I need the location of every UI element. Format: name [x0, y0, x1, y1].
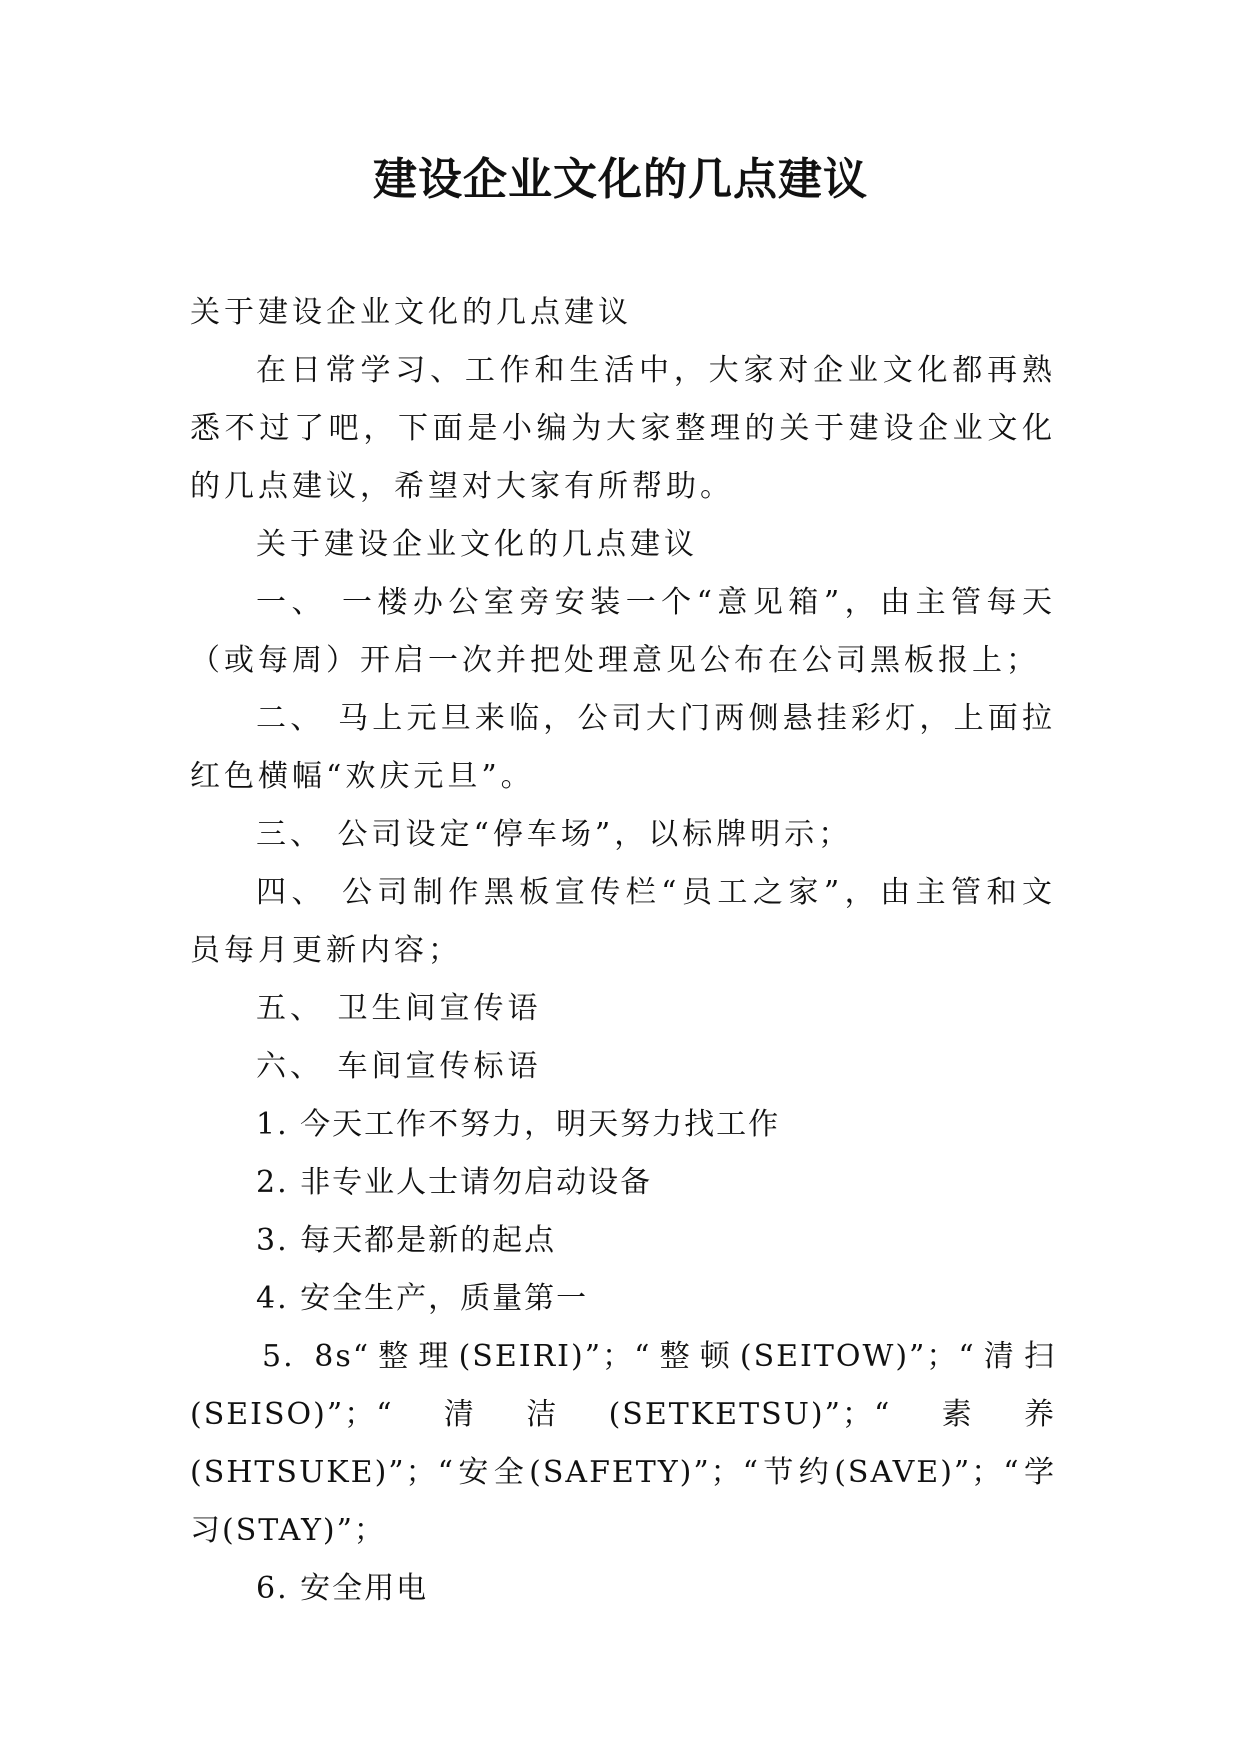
- section-heading: 关于建设企业文化的几点建议: [256, 527, 698, 562]
- intro-paragraph: 在日常学习、工作和生活中，大家对企业文化都再熟悉不过了吧，下面是小编为大家整理的关于建设企业文化的几点建议，希望对大家有所帮助。: [190, 353, 1056, 504]
- slogan-item-3: 3. 每天都是新的起点: [256, 1223, 557, 1258]
- suggestion-item-3: 三、 公司设定“停车场”，以标牌明示；: [256, 817, 853, 852]
- slogan-item-5: 5. 8s“整理(SEIRI)”；“整顿(SEITOW)”；“清扫(SEISO)”；“清洁(SETKETSU)”；“素养(SHTSUKE)”；“安全(SAFETY)”；“节约(SAVE)”；“学习(STAY)”；: [190, 1339, 1056, 1548]
- slogan-item-4: 4. 安全生产，质量第一: [256, 1281, 589, 1316]
- slogan-item-6: 6. 安全用电: [256, 1571, 429, 1606]
- suggestion-item-4: 四、 公司制作黑板宣传栏“员工之家”，由主管和文员每月更新内容；: [190, 875, 1056, 968]
- slogan-item-1: 1. 今天工作不努力，明天努力找工作: [256, 1107, 781, 1142]
- suggestion-item-6: 六、 车间宣传标语: [256, 1049, 542, 1084]
- suggestion-item-2: 二、 马上元旦来临，公司大门两侧悬挂彩灯，上面拉红色横幅“欢庆元旦”。: [190, 701, 1056, 794]
- document-title: 建设企业文化的几点建议: [373, 154, 868, 205]
- slogan-item-2: 2. 非专业人士请勿启动设备: [256, 1165, 653, 1200]
- intro-heading: 关于建设企业文化的几点建议: [190, 295, 632, 330]
- document-body: [190, 284, 1056, 1618]
- suggestion-item-1: 一、 一楼办公室旁安装一个“意见箱”，由主管每天（或每周）开启一次并把处理意见公布在公司黑板报上；: [190, 585, 1056, 678]
- suggestion-item-5: 五、 卫生间宣传语: [256, 991, 542, 1026]
